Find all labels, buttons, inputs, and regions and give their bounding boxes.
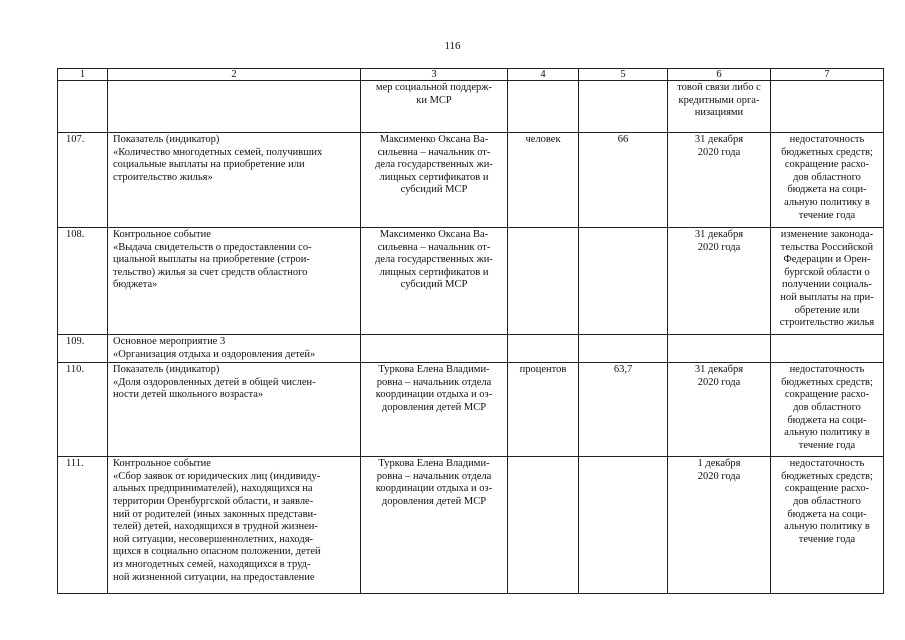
cell-line: ности детей школьного возраста» — [113, 389, 264, 401]
row-number-cell: 107. — [58, 133, 108, 228]
cell-line: циальной выплаты на приобретение (строи- — [113, 254, 310, 266]
unit-cell: человек — [508, 133, 579, 228]
name-cell — [108, 457, 361, 594]
cell-line: ной ситуации, несовершеннолетних, находя- — [113, 533, 314, 545]
cell-line: течение года — [798, 533, 856, 545]
cell-line: ки МСР — [416, 94, 452, 106]
table-row-111 — [58, 457, 884, 594]
responsible-cell — [361, 335, 508, 363]
responsible-cell — [361, 363, 508, 457]
cell-line: ровна – начальник отдела — [376, 376, 492, 388]
cell-line: бюджетных средств; — [781, 146, 873, 158]
cell-line: сильевна – начальник от- — [377, 241, 491, 253]
cell-line: альную политику в — [784, 521, 870, 533]
name-cell — [108, 363, 361, 457]
risk-cell — [771, 457, 884, 594]
cell-line: бюджета на соци- — [787, 184, 867, 196]
unit-cell — [508, 228, 579, 335]
cell-line: доровления детей МСР — [381, 495, 487, 507]
cell-line: 1 декабря — [697, 458, 741, 470]
cell-line: бюджета» — [113, 279, 158, 291]
cell-line: кредитными орга- — [678, 94, 760, 106]
cell-line: 2020 года — [697, 376, 741, 388]
cell-line: из многодетных семей, находящихся в труд- — [113, 558, 311, 570]
cell-line: Федерации и Орен- — [783, 254, 871, 266]
cell-line: низациями — [694, 107, 744, 119]
cell-line: ний от родителей (иных законных представи- — [113, 508, 317, 520]
cell-line: сильевна – начальник от- — [377, 146, 491, 158]
cell-line: строительство жилья — [779, 317, 875, 329]
cell-line: дела государственных жи- — [375, 254, 493, 266]
cell-line: ной жизненной ситуации, на предоставление — [113, 571, 315, 583]
cell-line: «Выдача свидетельств о предоставлении со- — [113, 241, 312, 253]
cell-line: бюджета на соци- — [787, 414, 867, 426]
cell-line: субсидий МСР — [400, 184, 468, 196]
cell-line: дов областного — [793, 171, 861, 183]
value-cell: 66 — [579, 133, 668, 228]
cell-line: ровна – начальник отдела — [376, 470, 492, 482]
name-cell — [108, 81, 361, 133]
cell-line: получении социаль- — [781, 279, 873, 291]
cell-line: Туркова Елена Владими- — [378, 458, 490, 470]
cell-line: 2020 года — [697, 146, 741, 158]
cell-line: альную политику в — [784, 196, 870, 208]
cell-line: течение года — [798, 439, 856, 451]
cell-line: бюджетных средств; — [781, 376, 873, 388]
deadline-cell — [668, 133, 771, 228]
column-number: 4 — [508, 69, 579, 81]
cell-line: «Доля оздоровленных детей в общей числен- — [113, 376, 316, 388]
unit-cell: процентов — [508, 363, 579, 457]
name-cell — [108, 335, 361, 363]
cell-line: недостаточность — [789, 134, 865, 145]
cell-line: мер социальной поддерж- — [375, 82, 493, 93]
column-number: 2 — [108, 69, 361, 81]
cell-line: недостаточность — [789, 458, 865, 470]
name-cell — [108, 228, 361, 335]
deadline-cell — [668, 81, 771, 133]
cell-line: «Сбор заявок от юридических лиц (индивиду- — [113, 470, 321, 482]
cell-line: Основное мероприятие 3 — [113, 336, 226, 347]
value-cell: 63,7 — [579, 363, 668, 457]
cell-line: бургской области о — [784, 266, 870, 278]
cell-line: сокращение расхо- — [784, 389, 870, 401]
row-number-cell: 110. — [58, 363, 108, 457]
cell-line: изменение законода- — [780, 229, 874, 240]
risk-cell — [771, 335, 884, 363]
cell-line: Максименко Оксана Ва- — [379, 134, 489, 145]
cell-line: 2020 года — [697, 470, 741, 482]
cell-line: альную политику в — [784, 427, 870, 439]
cell-line: субсидий МСР — [400, 279, 468, 291]
deadline-cell — [668, 228, 771, 335]
column-number: 5 — [579, 69, 668, 81]
risk-cell — [771, 133, 884, 228]
cell-line: Туркова Елена Владими- — [378, 364, 490, 376]
cell-line: 31 декабря — [694, 229, 744, 240]
column-number-row — [58, 69, 884, 81]
value-cell — [579, 81, 668, 133]
cell-line: бюджетных средств; — [781, 470, 873, 482]
responsible-cell — [361, 228, 508, 335]
column-number: 3 — [361, 69, 508, 81]
value-cell — [579, 457, 668, 594]
cell-line: Максименко Оксана Ва- — [379, 229, 489, 240]
cell-line: тельства Российской — [780, 241, 874, 253]
row-number-cell: 109. — [58, 335, 108, 363]
cell-line: Показатель (индикатор) — [113, 364, 220, 376]
cell-line: ной выплаты на при- — [780, 291, 874, 303]
cell-line: территории Оренбургской области, и заявле- — [113, 495, 314, 507]
cell-line: обретение или — [794, 304, 860, 316]
cell-line: бюджета на соци- — [787, 508, 867, 520]
cell-line: координации отдыха и оз- — [375, 389, 493, 401]
table-row-108 — [58, 228, 884, 335]
cell-line: Контрольное событие — [113, 229, 211, 240]
risk-cell — [771, 228, 884, 335]
cell-line: тельство) жилья за счет средств областного — [113, 266, 308, 278]
row-number-cell: 108. — [58, 228, 108, 335]
table-row-110 — [58, 363, 884, 457]
deadline-cell — [668, 335, 771, 363]
table-row-107 — [58, 133, 884, 228]
cell-line: «Количество многодетных семей, получивших — [113, 146, 323, 158]
cell-line: доровления детей МСР — [381, 401, 487, 413]
cell-line: дов областного — [793, 401, 861, 413]
deadline-cell — [668, 363, 771, 457]
page-number: 116 — [444, 40, 461, 52]
value-cell — [579, 228, 668, 335]
column-number: 6 — [668, 69, 771, 81]
cell-line: 31 декабря — [694, 364, 744, 376]
cell-line: щихся в социально опасном положении, детей — [113, 546, 321, 558]
cell-line: «Организация отдыха и оздоровления детей» — [113, 348, 316, 360]
row-number-cell: 111. — [58, 457, 108, 594]
cell-line: Контрольное событие — [113, 458, 211, 470]
unit-cell — [508, 81, 579, 133]
deadline-cell — [668, 457, 771, 594]
value-cell — [579, 335, 668, 363]
unit-cell — [508, 457, 579, 594]
cell-line: лищных сертификатов и — [379, 266, 489, 278]
cell-line: дела государственных жи- — [375, 159, 493, 171]
cell-line: альных предпринимателей), находящихся на — [113, 483, 313, 495]
responsible-cell — [361, 457, 508, 594]
column-number: 1 — [58, 69, 108, 81]
name-cell — [108, 133, 361, 228]
cell-line: телей) детей, находящихся в трудной жизнен- — [113, 521, 318, 533]
risk-cell — [771, 81, 884, 133]
cell-line: сокращение расхо- — [784, 159, 870, 171]
cell-line: координации отдыха и оз- — [375, 483, 493, 495]
cell-line: товой связи либо с — [677, 82, 761, 93]
table-row-109 — [58, 335, 884, 363]
responsible-cell — [361, 133, 508, 228]
cell-line: 31 декабря — [694, 134, 744, 145]
cell-line: дов областного — [793, 495, 861, 507]
cell-line: течение года — [798, 209, 856, 221]
responsible-cell — [361, 81, 508, 133]
cell-line: недостаточность — [789, 364, 865, 376]
measures-table — [57, 68, 884, 594]
cell-line: 2020 года — [697, 241, 741, 253]
risk-cell — [771, 363, 884, 457]
row-number-cell — [58, 81, 108, 133]
cell-line: сокращение расхо- — [784, 483, 870, 495]
unit-cell — [508, 335, 579, 363]
cell-line: лищных сертификатов и — [379, 171, 489, 183]
cell-line: социальные выплаты на приобретение или — [113, 159, 305, 171]
column-number: 7 — [771, 69, 884, 81]
cell-line: Показатель (индикатор) — [113, 134, 220, 145]
continuation-row — [58, 81, 884, 133]
cell-line: строительство жилья» — [113, 171, 213, 183]
